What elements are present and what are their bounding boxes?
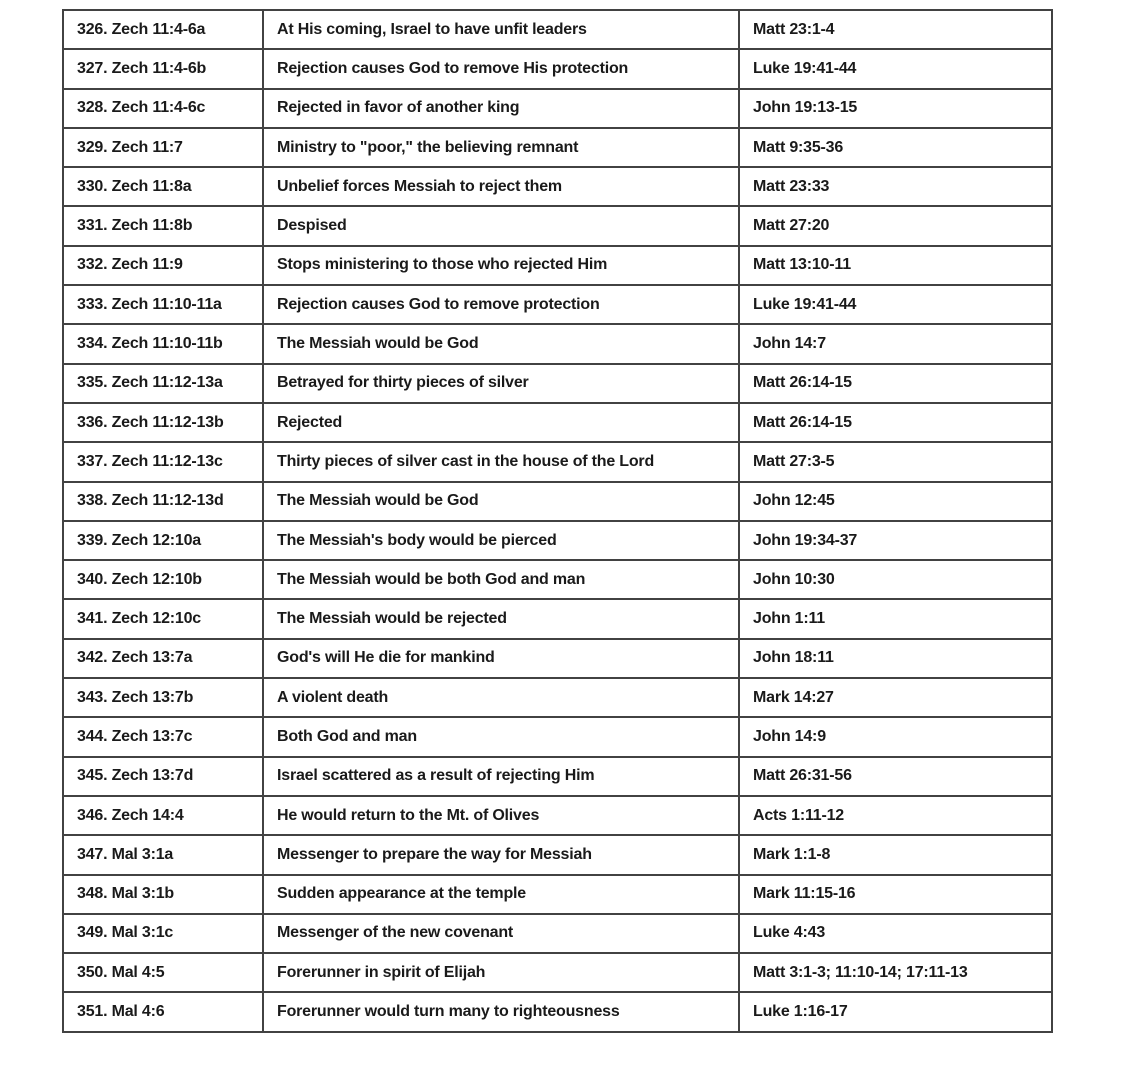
description-cell: Israel scattered as a result of rejecting Him <box>263 757 739 796</box>
description-cell: The Messiah would be rejected <box>263 599 739 638</box>
nt-reference-cell: Mark 1:1-8 <box>739 835 1052 874</box>
table-row <box>63 482 1052 521</box>
table-row <box>63 521 1052 560</box>
description-cell: The Messiah would be both God and man <box>263 560 739 599</box>
table-row <box>63 246 1052 285</box>
ot-reference-cell: 330. Zech 11:8a <box>63 167 263 206</box>
nt-reference-cell: Luke 19:41-44 <box>739 285 1052 324</box>
nt-reference-cell: John 14:9 <box>739 717 1052 756</box>
description-cell: The Messiah would be God <box>263 324 739 363</box>
nt-reference-cell: Matt 23:33 <box>739 167 1052 206</box>
description-cell: Forerunner would turn many to righteousness <box>263 992 739 1031</box>
table-row <box>63 875 1052 914</box>
ot-reference-cell: 332. Zech 11:9 <box>63 246 263 285</box>
ot-reference-cell: 329. Zech 11:7 <box>63 128 263 167</box>
description-cell: Forerunner in spirit of Elijah <box>263 953 739 992</box>
table-row <box>63 717 1052 756</box>
nt-reference-cell: Luke 19:41-44 <box>739 49 1052 88</box>
nt-reference-cell: John 19:34-37 <box>739 521 1052 560</box>
description-cell: At His coming, Israel to have unfit leaders <box>263 10 739 49</box>
nt-reference-cell: John 14:7 <box>739 324 1052 363</box>
nt-reference-cell: Mark 11:15-16 <box>739 875 1052 914</box>
ot-reference-cell: 339. Zech 12:10a <box>63 521 263 560</box>
table-row <box>63 442 1052 481</box>
ot-reference-cell: 350. Mal 4:5 <box>63 953 263 992</box>
ot-reference-cell: 328. Zech 11:4-6c <box>63 89 263 128</box>
ot-reference-cell: 326. Zech 11:4-6a <box>63 10 263 49</box>
description-cell: The Messiah's body would be pierced <box>263 521 739 560</box>
description-cell: The Messiah would be God <box>263 482 739 521</box>
ot-reference-cell: 335. Zech 11:12-13a <box>63 364 263 403</box>
nt-reference-cell: Matt 26:14-15 <box>739 364 1052 403</box>
table-row <box>63 639 1052 678</box>
table-row <box>63 324 1052 363</box>
nt-reference-cell: John 1:11 <box>739 599 1052 638</box>
description-cell: He would return to the Mt. of Olives <box>263 796 739 835</box>
description-cell: God's will He die for mankind <box>263 639 739 678</box>
table-row <box>63 167 1052 206</box>
nt-reference-cell: Matt 27:3-5 <box>739 442 1052 481</box>
description-cell: Despised <box>263 206 739 245</box>
nt-reference-cell: Matt 26:14-15 <box>739 403 1052 442</box>
table-row <box>63 835 1052 874</box>
table-row <box>63 49 1052 88</box>
ot-reference-cell: 349. Mal 3:1c <box>63 914 263 953</box>
description-cell: Messenger of the new covenant <box>263 914 739 953</box>
ot-reference-cell: 341. Zech 12:10c <box>63 599 263 638</box>
description-cell: Sudden appearance at the temple <box>263 875 739 914</box>
table-row <box>63 678 1052 717</box>
nt-reference-cell: Matt 3:1-3; 11:10-14; 17:11-13 <box>739 953 1052 992</box>
nt-reference-cell: Mark 14:27 <box>739 678 1052 717</box>
table-row <box>63 914 1052 953</box>
description-cell: Both God and man <box>263 717 739 756</box>
ot-reference-cell: 342. Zech 13:7a <box>63 639 263 678</box>
ot-reference-cell: 351. Mal 4:6 <box>63 992 263 1031</box>
ot-reference-cell: 347. Mal 3:1a <box>63 835 263 874</box>
ot-reference-cell: 344. Zech 13:7c <box>63 717 263 756</box>
table-row <box>63 992 1052 1031</box>
description-cell: Thirty pieces of silver cast in the house of the Lord <box>263 442 739 481</box>
prophecy-table-container <box>62 9 1051 1033</box>
description-cell: Stops ministering to those who rejected Him <box>263 246 739 285</box>
nt-reference-cell: Matt 27:20 <box>739 206 1052 245</box>
description-cell: A violent death <box>263 678 739 717</box>
description-cell: Rejection causes God to remove His protection <box>263 49 739 88</box>
table-row <box>63 89 1052 128</box>
table-body <box>63 10 1052 1032</box>
nt-reference-cell: Matt 23:1-4 <box>739 10 1052 49</box>
description-cell: Rejected <box>263 403 739 442</box>
table-row <box>63 757 1052 796</box>
nt-reference-cell: John 12:45 <box>739 482 1052 521</box>
ot-reference-cell: 345. Zech 13:7d <box>63 757 263 796</box>
table-row <box>63 364 1052 403</box>
nt-reference-cell: John 10:30 <box>739 560 1052 599</box>
description-cell: Messenger to prepare the way for Messiah <box>263 835 739 874</box>
description-cell: Rejected in favor of another king <box>263 89 739 128</box>
ot-reference-cell: 337. Zech 11:12-13c <box>63 442 263 481</box>
ot-reference-cell: 346. Zech 14:4 <box>63 796 263 835</box>
table-row <box>63 206 1052 245</box>
description-cell: Ministry to "poor," the believing remnant <box>263 128 739 167</box>
nt-reference-cell: Matt 13:10-11 <box>739 246 1052 285</box>
table-row <box>63 796 1052 835</box>
table-row <box>63 128 1052 167</box>
table-row <box>63 560 1052 599</box>
table-row <box>63 599 1052 638</box>
ot-reference-cell: 338. Zech 11:12-13d <box>63 482 263 521</box>
table-row <box>63 403 1052 442</box>
description-cell: Betrayed for thirty pieces of silver <box>263 364 739 403</box>
description-cell: Rejection causes God to remove protection <box>263 285 739 324</box>
table-row <box>63 285 1052 324</box>
table-row <box>63 10 1052 49</box>
prophecy-table <box>62 9 1053 1033</box>
ot-reference-cell: 340. Zech 12:10b <box>63 560 263 599</box>
nt-reference-cell: Luke 4:43 <box>739 914 1052 953</box>
nt-reference-cell: John 19:13-15 <box>739 89 1052 128</box>
nt-reference-cell: Matt 26:31-56 <box>739 757 1052 796</box>
ot-reference-cell: 336. Zech 11:12-13b <box>63 403 263 442</box>
ot-reference-cell: 327. Zech 11:4-6b <box>63 49 263 88</box>
ot-reference-cell: 348. Mal 3:1b <box>63 875 263 914</box>
nt-reference-cell: John 18:11 <box>739 639 1052 678</box>
nt-reference-cell: Acts 1:11-12 <box>739 796 1052 835</box>
nt-reference-cell: Matt 9:35-36 <box>739 128 1052 167</box>
nt-reference-cell: Luke 1:16-17 <box>739 992 1052 1031</box>
ot-reference-cell: 331. Zech 11:8b <box>63 206 263 245</box>
description-cell: Unbelief forces Messiah to reject them <box>263 167 739 206</box>
ot-reference-cell: 343. Zech 13:7b <box>63 678 263 717</box>
ot-reference-cell: 334. Zech 11:10-11b <box>63 324 263 363</box>
table-row <box>63 953 1052 992</box>
ot-reference-cell: 333. Zech 11:10-11a <box>63 285 263 324</box>
